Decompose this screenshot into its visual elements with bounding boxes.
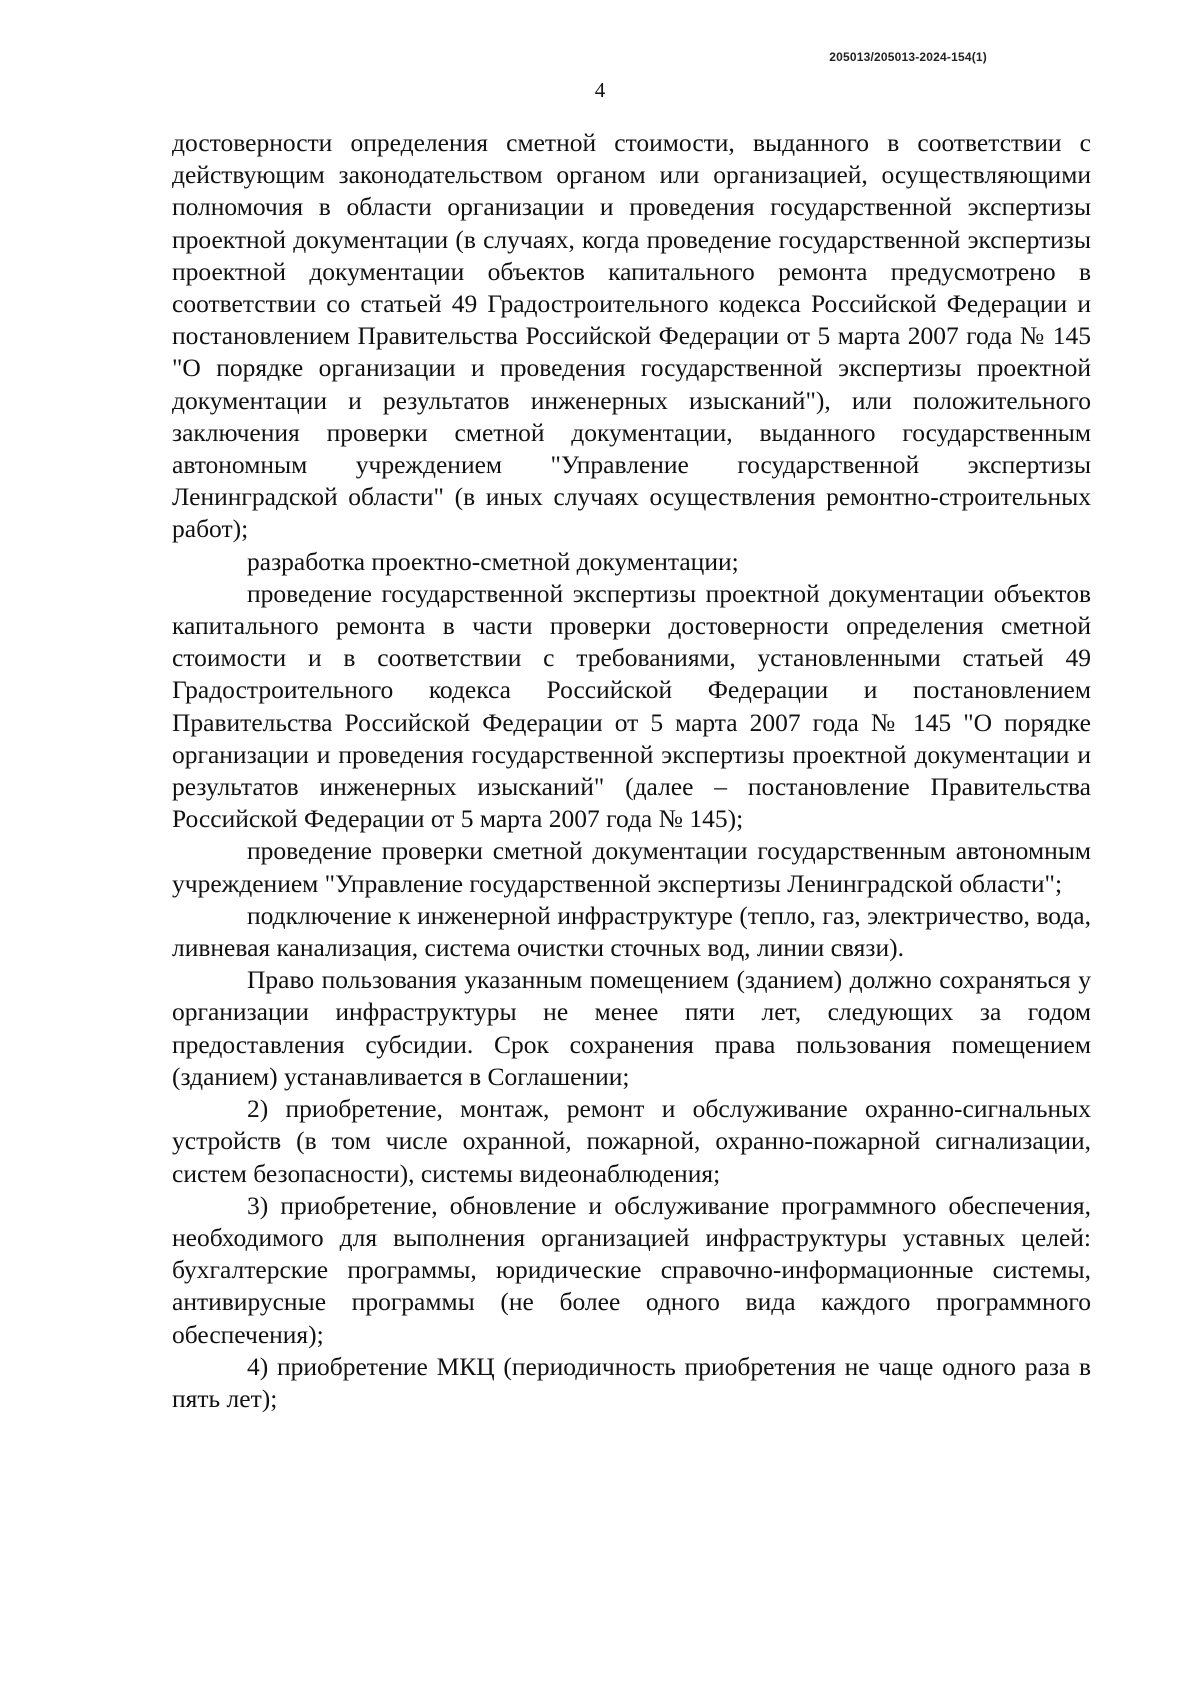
list-item-4: 4) приобретение МКЦ (периодичность приобретения не чаще одного раза в пять лет); (172, 1351, 1091, 1413)
document-id: 205013/205013-2024-154(1) (829, 50, 987, 64)
list-item-2: 2) приобретение, монтаж, ремонт и обслуживание охранно-сигнальных устройств (в том числе охранной, пожарной, охранно-пожарной сигнализации, систем безопасности), системы видеонаблюдения; (172, 1094, 1091, 1188)
paragraph-continuation: достоверности определения сметной стоимости, выданного в соответствии с действующим законодательством органом или организацией, осуществляющими полномочия в области организации и проведения государственной экспертизы проектной документации (в случаях, когда проведение государственной экспертизы проектной документации объектов капитального ремонта предусмотрено в соответствии со статьей 49 Градостроительного кодекса Российской Федерации и постановлением Правительства Российской Федерации от 5 марта 2007 года № 145 "О порядке организации и проведения государственной экспертизы проектной документации и результатов инженерных изысканий"), или положительного заключения проверки сметной документации, выданного государственным автономным учреждением "Управление государственной экспертизы Ленинградской области" (в иных случаях осуществления ремонтно-строительных работ); (172, 128, 1091, 544)
paragraph-design-documentation: разработка проектно-сметной документации; (247, 546, 739, 576)
document-body (172, 127, 1091, 1415)
page-number: 4 (594, 78, 606, 102)
paragraph-state-expertise: проведение государственной экспертизы проектной документации объектов капитального ремонта в части проверки достоверности определения сметной стоимости и в соответствии с требованиями, установленными статьей 49 Градостроительного кодекса Российской Федерации и постановлением Правительства Российской Федерации от 5 марта 2007 года № 145 "О порядке организации и проведения государственной экспертизы проектной документации и результатов инженерных изысканий" (далее – постановление Правительства Российской Федерации от 5 марта 2007 года № 145); (172, 578, 1091, 834)
list-item-3: 3) приобретение, обновление и обслуживание программного обеспечения, необходимого для выполнения организацией инфраструктуры уставных целей: бухгалтерские программы, юридические справочно-информационные системы, антивирусные программы (не более одного вида каждого программного обеспечения); (172, 1190, 1091, 1349)
paragraph-right-of-use: Право пользования указанным помещением (зданием) должно сохраняться у организации инфраструктуры не менее пяти лет, следующих за годом предоставления субсидии. Срок сохранения права пользования помещением (зданием) устанавливается в Соглашении; (172, 965, 1091, 1091)
paragraph-infrastructure-connection: подключение к инженерной инфраструктуре (тепло, газ, электричество, вода, ливневая канализация, система очистки сточных вод, линии связи). (172, 900, 1091, 963)
paragraph-estimate-check: проведение проверки сметной документации государственным автономным учреждением "Управление государственной экспертизы Ленинградской области"; (172, 836, 1091, 898)
